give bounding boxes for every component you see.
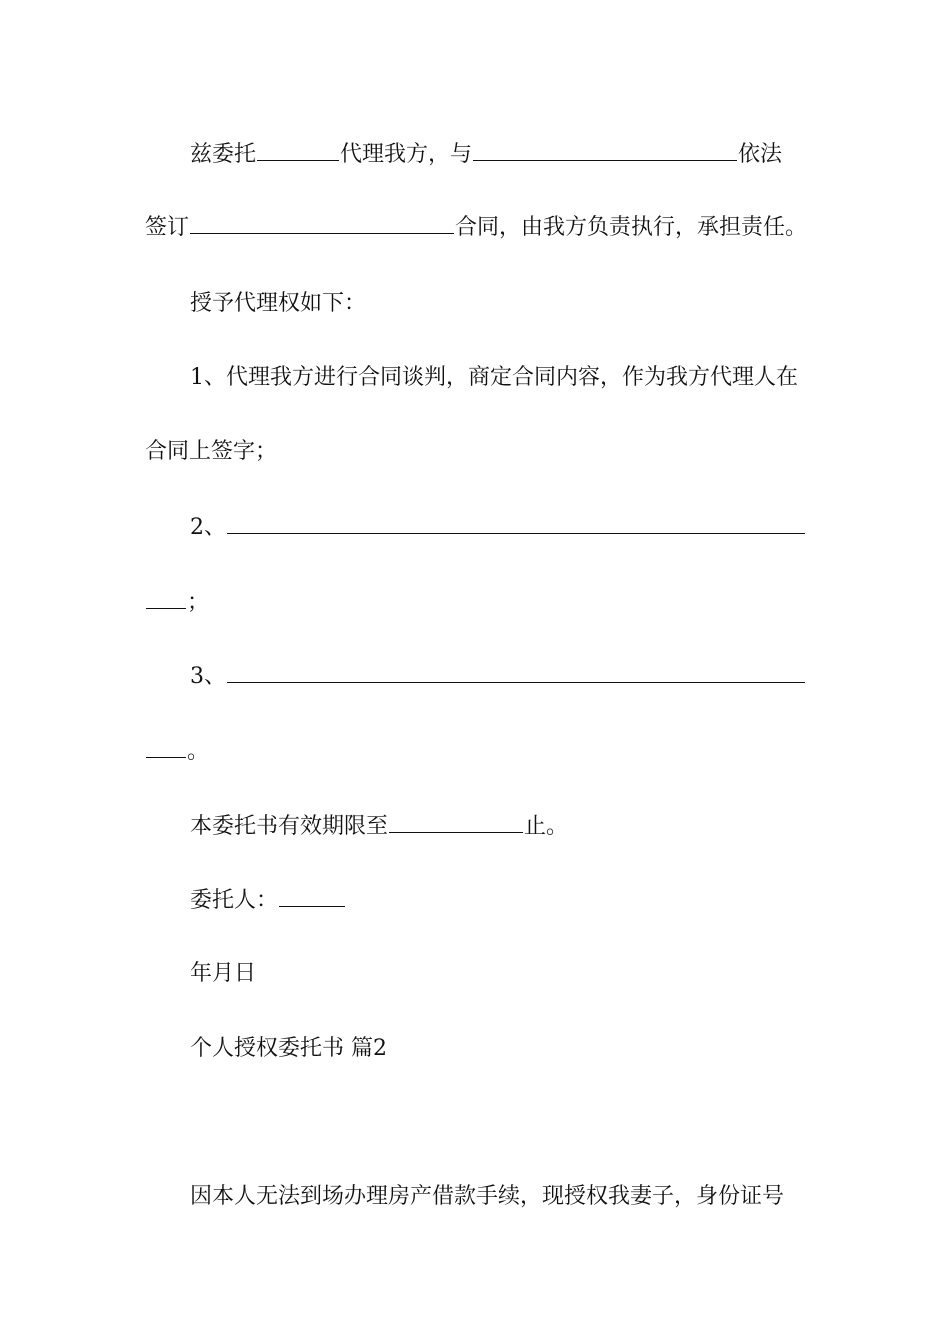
responsibility-text: 合同，由我方负责执行，承担责任。 (455, 215, 808, 240)
contract-name-blank (190, 213, 454, 234)
counterparty-blank (473, 140, 737, 161)
item-2-number: 2、 (190, 515, 226, 540)
item-3-blank-cont (146, 737, 186, 758)
principal-label: 委托人： (190, 888, 279, 913)
item-2-blank-cont (146, 588, 186, 609)
item-3-number: 3、 (190, 664, 226, 689)
item-3-line2 (145, 737, 209, 765)
validity-end-text: 止。 (524, 814, 569, 839)
agent-name-blank (257, 140, 339, 161)
validity-date-blank (389, 812, 523, 833)
validity-line (190, 812, 568, 840)
item-2-end: ； (187, 590, 210, 615)
date-line: 年月日 (190, 961, 257, 986)
principal-signature-blank (279, 886, 345, 907)
item-2-line2 (145, 588, 209, 616)
entrust-text-2: 代理我方，与 (340, 142, 473, 167)
entrust-text-3: 依法 (738, 142, 783, 167)
item-2-blank (227, 513, 805, 534)
paragraph-entrust-line1 (190, 140, 782, 168)
entrust-text: 兹委托 (190, 142, 257, 167)
item-2-line1 (190, 513, 806, 541)
section-2-title: 个人授权委托书 篇2 (190, 1036, 387, 1061)
item-3-end: 。 (187, 739, 210, 764)
sign-text: 签订 (145, 215, 190, 240)
validity-text: 本委托书有效期限至 (190, 814, 389, 839)
principal-line (190, 886, 346, 914)
section-2-paragraph: 因本人无法到场办理房产借款手续，现授权我妻子，身份证号 (190, 1184, 785, 1209)
item-1-line1: 1、代理我方进行合同谈判，商定合同内容，作为我方代理人在 (190, 365, 798, 390)
paragraph-entrust-line2 (145, 213, 807, 241)
authority-heading: 授予代理权如下： (190, 291, 367, 316)
item-3-line1 (190, 662, 806, 690)
item-3-blank (227, 662, 805, 683)
item-1-line2: 合同上签字； (145, 439, 278, 464)
